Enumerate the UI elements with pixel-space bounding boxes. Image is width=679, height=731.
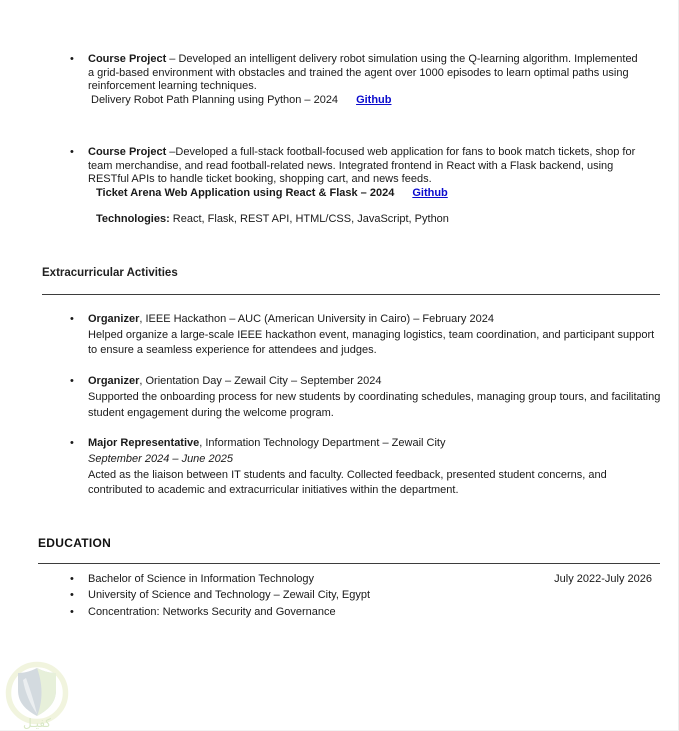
list-item bbox=[60, 312, 662, 359]
bullet-dot bbox=[60, 604, 88, 620]
list-item bbox=[60, 146, 645, 227]
section-divider bbox=[38, 563, 660, 564]
technologies-line bbox=[88, 213, 645, 227]
list-item bbox=[60, 374, 662, 421]
project-subtitle-text: Delivery Robot Path Planning using Python – 2024 bbox=[91, 94, 339, 107]
watermark-logo bbox=[1, 659, 73, 731]
education-concentration: Concentration: Networks Security and Governance bbox=[88, 605, 336, 618]
project-subtitle bbox=[88, 187, 645, 201]
list-item bbox=[60, 436, 662, 499]
education-date: July 2022-July 2026 bbox=[554, 573, 652, 585]
github-link[interactable]: Github bbox=[412, 187, 448, 200]
activity-description: Acted as the liaison between IT students and faculty. Collected feedback, presented student concerns, and contributed to academic and extracurricular initiatives within the department. bbox=[88, 468, 607, 497]
education-list bbox=[60, 571, 652, 620]
activity-role: Organizer bbox=[88, 375, 140, 388]
list-item bbox=[60, 571, 652, 587]
activity-role: Organizer bbox=[88, 313, 140, 325]
bullet-dot bbox=[60, 374, 88, 390]
project-description bbox=[88, 146, 645, 187]
activity-title-rest: , IEEE Hackathon – AUC (American University in Cairo) – February 2024 bbox=[139, 313, 494, 325]
watermark-arabic-text: كفيـل bbox=[22, 716, 52, 730]
activity-date: September 2024 – June 2025 bbox=[88, 452, 233, 465]
list-item bbox=[60, 53, 645, 108]
activity-title bbox=[88, 312, 662, 328]
extracurricular-list bbox=[60, 312, 662, 514]
extracurricular-heading: Extracurricular Activities bbox=[42, 267, 178, 279]
course-project-item-1 bbox=[60, 53, 645, 108]
project-label: Course Project bbox=[88, 146, 167, 158]
activity-title bbox=[88, 374, 662, 390]
bullet-dot bbox=[60, 312, 88, 328]
list-item bbox=[60, 604, 652, 620]
activity-title-rest: , Orientation Day – Zewail City – September 2024 bbox=[139, 375, 382, 388]
activity-role: Major Representative bbox=[88, 437, 200, 450]
project-text: – Developed an intelligent delivery robot simulation using the Q-learning algorithm. Implemented a grid-based environment with obstacles and trained the agent over 1000 episodes to learn optimal paths using reinforcement learning techniques. bbox=[88, 53, 638, 93]
education-heading: EDUCATION bbox=[38, 536, 112, 550]
education-university: University of Science and Technology – Zewail City, Egypt bbox=[88, 589, 371, 602]
project-label: Course Project bbox=[88, 53, 167, 65]
bullet-dot bbox=[60, 146, 88, 160]
technologies-label: Technologies: bbox=[96, 212, 170, 225]
section-divider bbox=[42, 294, 660, 295]
activity-description: Helped organize a large-scale IEEE hackathon event, managing logistics, team coordination, and participant support to ensure a seamless experience for attendees and judges. bbox=[88, 328, 655, 357]
bullet-dot bbox=[60, 571, 88, 587]
activity-description: Supported the onboarding process for new students by coordinating schedules, managing group tours, and facilitating student engagement during the welcome program. bbox=[88, 390, 661, 419]
project-text: –Developed a full-stack football-focused web application for fans to book match tickets, shop for team merchandise, and read football-related news. Integrated frontend in React with a Flask backend, using RESTful APIs to handle ticket booking, shopping cart, and news feeds. bbox=[88, 146, 636, 186]
technologies-value: React, Flask, REST API, HTML/CSS, JavaScript, Python bbox=[169, 212, 449, 225]
bullet-dot bbox=[60, 436, 88, 452]
bullet-dot bbox=[60, 587, 88, 603]
activity-title-rest: , Information Technology Department – Zewail City bbox=[199, 437, 446, 450]
project-subtitle-text: Ticket Arena Web Application using React & Flask – 2024 bbox=[96, 187, 395, 200]
activity-title bbox=[88, 436, 662, 452]
education-degree: Bachelor of Science in Information Technology bbox=[88, 573, 315, 585]
project-subtitle bbox=[88, 94, 645, 108]
project-description bbox=[88, 53, 645, 94]
bullet-dot bbox=[60, 53, 88, 67]
list-item bbox=[60, 587, 652, 603]
github-link[interactable]: Github bbox=[356, 94, 392, 107]
shield-leaf-icon bbox=[1, 659, 73, 731]
course-project-item-2 bbox=[60, 146, 645, 227]
